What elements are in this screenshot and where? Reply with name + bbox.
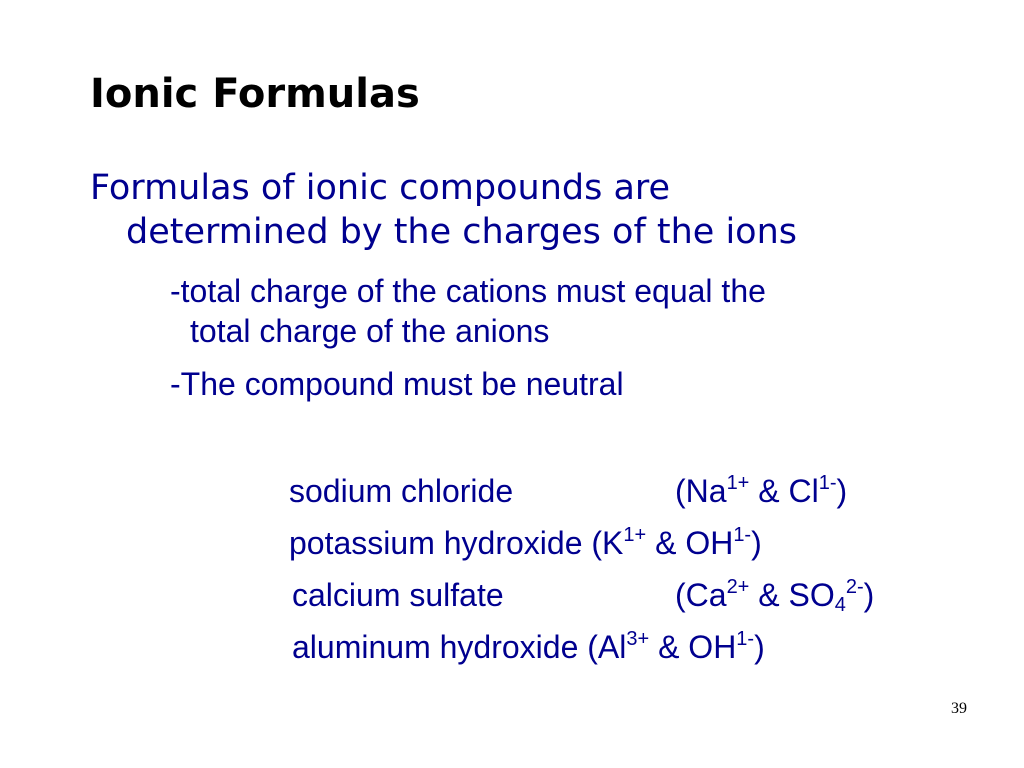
main-bullet-line-2: determined by the charges of the ions bbox=[126, 212, 798, 252]
anion-charge: 1- bbox=[818, 472, 837, 494]
sub-bullet-neutral bbox=[170, 364, 970, 404]
sub-bullet-1-line-2: total charge of the anions bbox=[190, 313, 550, 349]
ion-separator: & bbox=[646, 525, 686, 561]
ion-separator: & bbox=[749, 473, 789, 509]
compound-ions bbox=[587, 629, 765, 665]
compound-ions bbox=[675, 471, 847, 511]
anion-charge: 2- bbox=[845, 576, 864, 598]
anion-subscript: 4 bbox=[834, 594, 846, 616]
close-paren: ) bbox=[754, 629, 765, 665]
open-paren: ( bbox=[675, 577, 686, 613]
cation-symbol: Ca bbox=[685, 577, 727, 613]
ion-separator: & bbox=[649, 629, 689, 665]
anion-symbol: OH bbox=[685, 525, 734, 561]
slide-title: Ionic Formulas bbox=[90, 71, 420, 117]
ion-separator: & bbox=[749, 577, 789, 613]
sub-bullet-charge-balance bbox=[170, 271, 970, 351]
compound-name: aluminum hydroxide bbox=[292, 629, 588, 665]
compound-ions bbox=[675, 575, 874, 615]
anion-charge: 1- bbox=[736, 628, 755, 650]
cation-charge: 3+ bbox=[626, 628, 650, 650]
slide-number: 39 bbox=[951, 700, 967, 717]
cation-charge: 1+ bbox=[726, 472, 750, 494]
compound-name: potassium hydroxide bbox=[289, 525, 592, 561]
cation-symbol: Na bbox=[685, 473, 727, 509]
cation-charge: 1+ bbox=[623, 524, 647, 546]
anion-charge: 1- bbox=[733, 524, 752, 546]
compound-row bbox=[292, 627, 765, 667]
close-paren: ) bbox=[863, 577, 875, 613]
open-paren: ( bbox=[675, 473, 686, 509]
close-paren: ) bbox=[751, 525, 762, 561]
anion-symbol: SO bbox=[788, 577, 835, 613]
compound-name: sodium chloride bbox=[289, 473, 514, 509]
anion-symbol: OH bbox=[688, 629, 737, 665]
anion-symbol: Cl bbox=[788, 473, 819, 509]
main-bullet-line-1: Formulas of ionic compounds are bbox=[90, 168, 671, 208]
sub-bullet-2-line-1: -The compound must be neutral bbox=[170, 366, 624, 402]
cation-symbol: K bbox=[602, 525, 624, 561]
cation-symbol: Al bbox=[597, 629, 627, 665]
main-bullet bbox=[90, 166, 950, 254]
compound-row bbox=[289, 523, 762, 563]
compound-ions bbox=[591, 525, 761, 561]
compound-row bbox=[289, 471, 848, 511]
sub-bullet-1-line-1: -total charge of the cations must equal the bbox=[170, 273, 766, 309]
open-paren: ( bbox=[587, 629, 598, 665]
cation-charge: 2+ bbox=[726, 576, 750, 598]
compound-row bbox=[292, 575, 875, 616]
open-paren: ( bbox=[591, 525, 603, 561]
compound-name: calcium sulfate bbox=[292, 577, 504, 613]
close-paren: ) bbox=[836, 473, 848, 509]
